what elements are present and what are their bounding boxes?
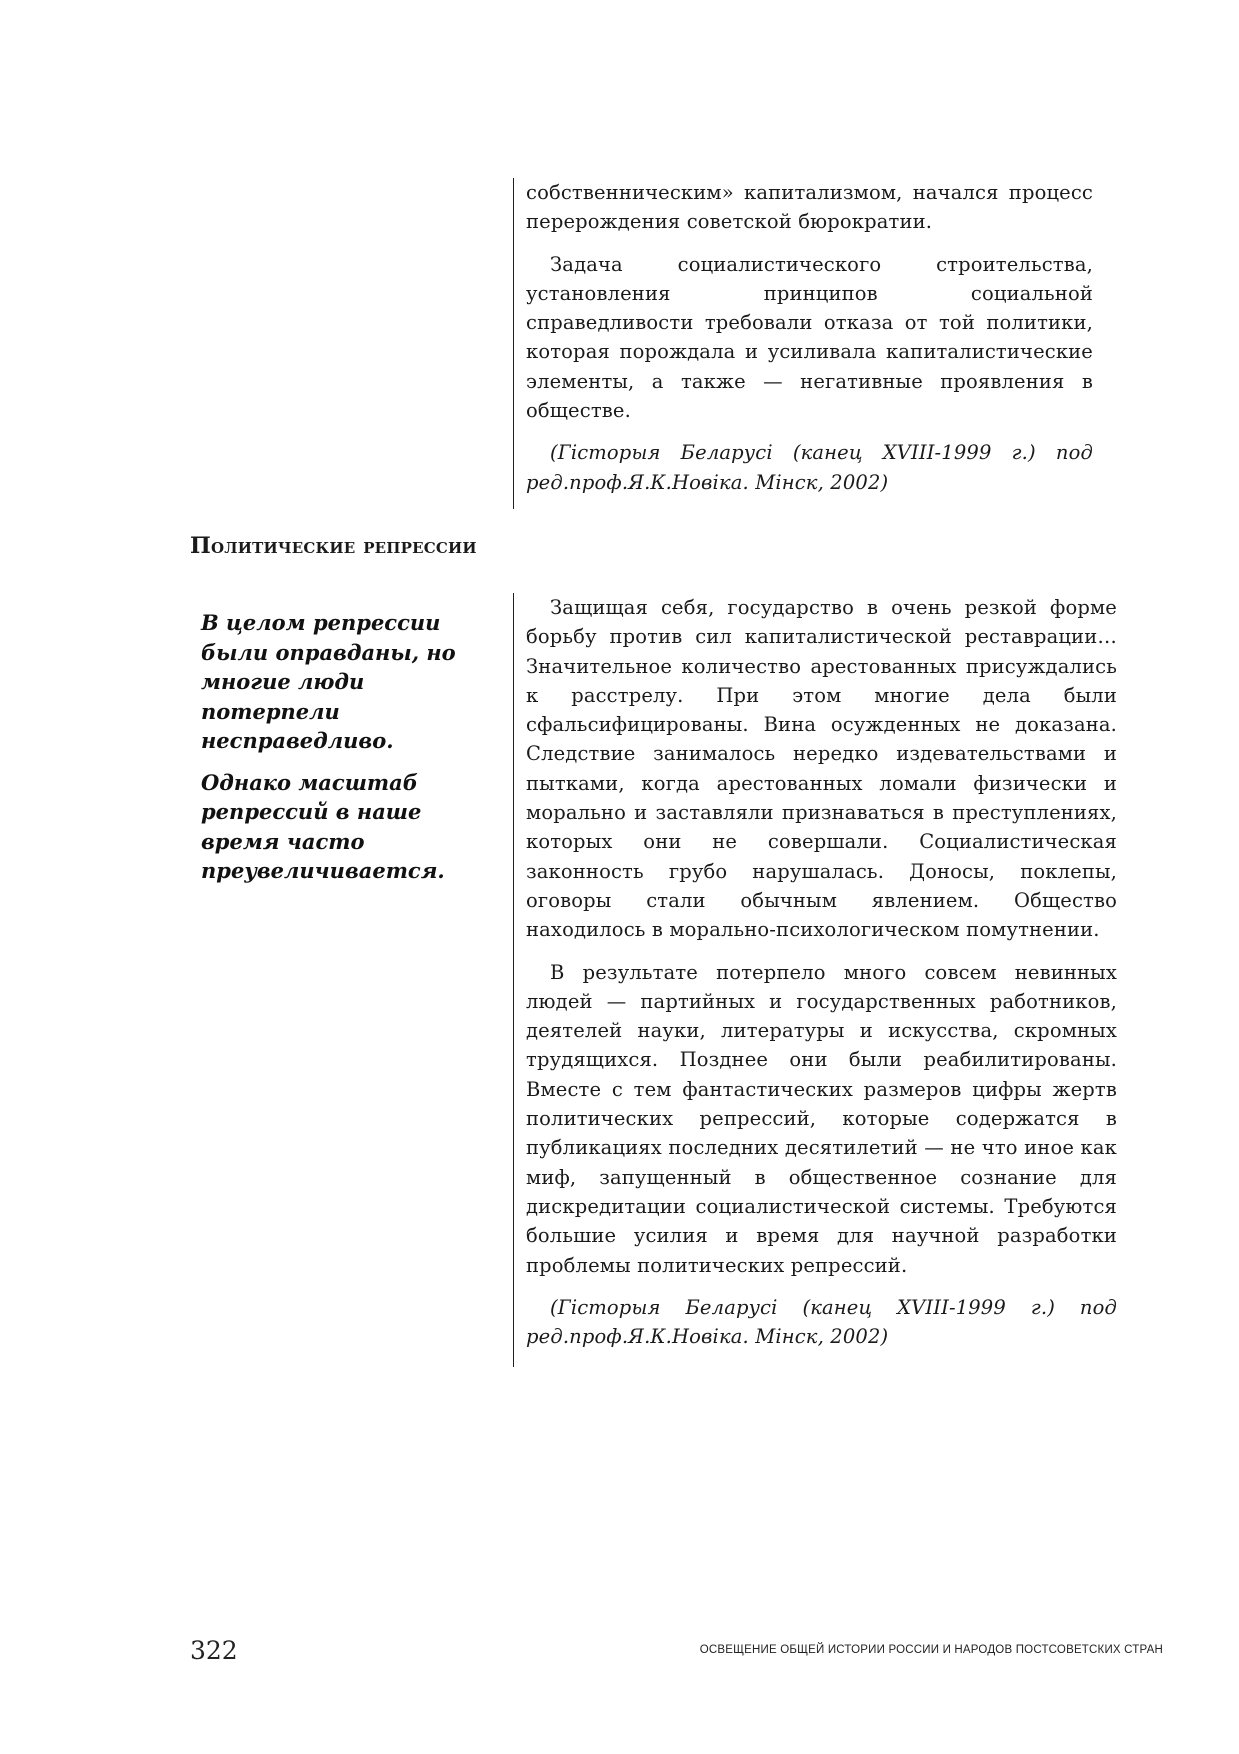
page-number: 322 [190,1636,238,1665]
section-heading: Политические репрессии [190,533,477,559]
quote-citation: (Гісторыя Беларусі (канец XVIII-1999 г.) под ред.проф.Я.К.Новіка. Мінск, 2002) [526,441,1093,494]
quote-paragraph: В результате потерпело много совсем невинных людей — партийных и государственных работников, деятелей науки, литературы и искусства, скромных трудящихся. Позднее они были реабилитированы. Вместе с тем фантастических размеров цифры жертв политических репрессий, которые содержатся в публикациях последних десятилетий — не что иное как миф, запущенный в общественное сознание для дискредитации социалистической системы. Требуются большие усилия и время для научной разработки проблемы политических репрессий. [526,960,1117,1277]
quote-paragraph: собственническим» капитализмом, начался процесс перерождения советской бюрократии. [526,181,1093,234]
margin-note: Однако масштаб репрессий в наше время часто преувеличивается. [201,769,445,883]
quote-block-top [513,178,1093,509]
quote-citation: (Гісторыя Беларусі (канец XVIII-1999 г.) под ред.проф.Я.К.Новіка. Мінск, 2002) [526,1295,1117,1349]
margin-notes [201,608,501,898]
quote-paragraph: Защищая себя, государство в очень резкой форме борьбу против сил капиталистической реставрации… Значительное количество арестованных присуждались к расстрелу. При этом многие дела были сфальсифицированы. Вина осужденных не доказана. Следствие занималось нередко издевательствами и пытками, когда арестованных ломали физически и морально и заставляли признаваться в преступлениях, которых они не совершали. Социалистическая законность грубо нарушалась. Доносы, поклепы, оговоры стали обычным явлением. Общество находилось в морально-психологическом помутнении. [526,596,1117,942]
margin-note: В целом репрессии были оправданы, но многие люди потерпели несправедливо. [201,610,456,753]
quote-paragraph: Задача социалистического строительства, установления принципов социальной справедливости требовали отказа от той политики, которая порождала и усиливала капиталистические элементы, а также — негативные проявления в обществе. [526,252,1093,423]
quote-block-main [513,593,1117,1367]
running-footer-title: ОСВЕЩЕНИЕ ОБЩЕЙ ИСТОРИИ РОССИИ И НАРОДОВ ПОСТСОВЕТСКИХ СТРАН [699,1644,1163,1656]
